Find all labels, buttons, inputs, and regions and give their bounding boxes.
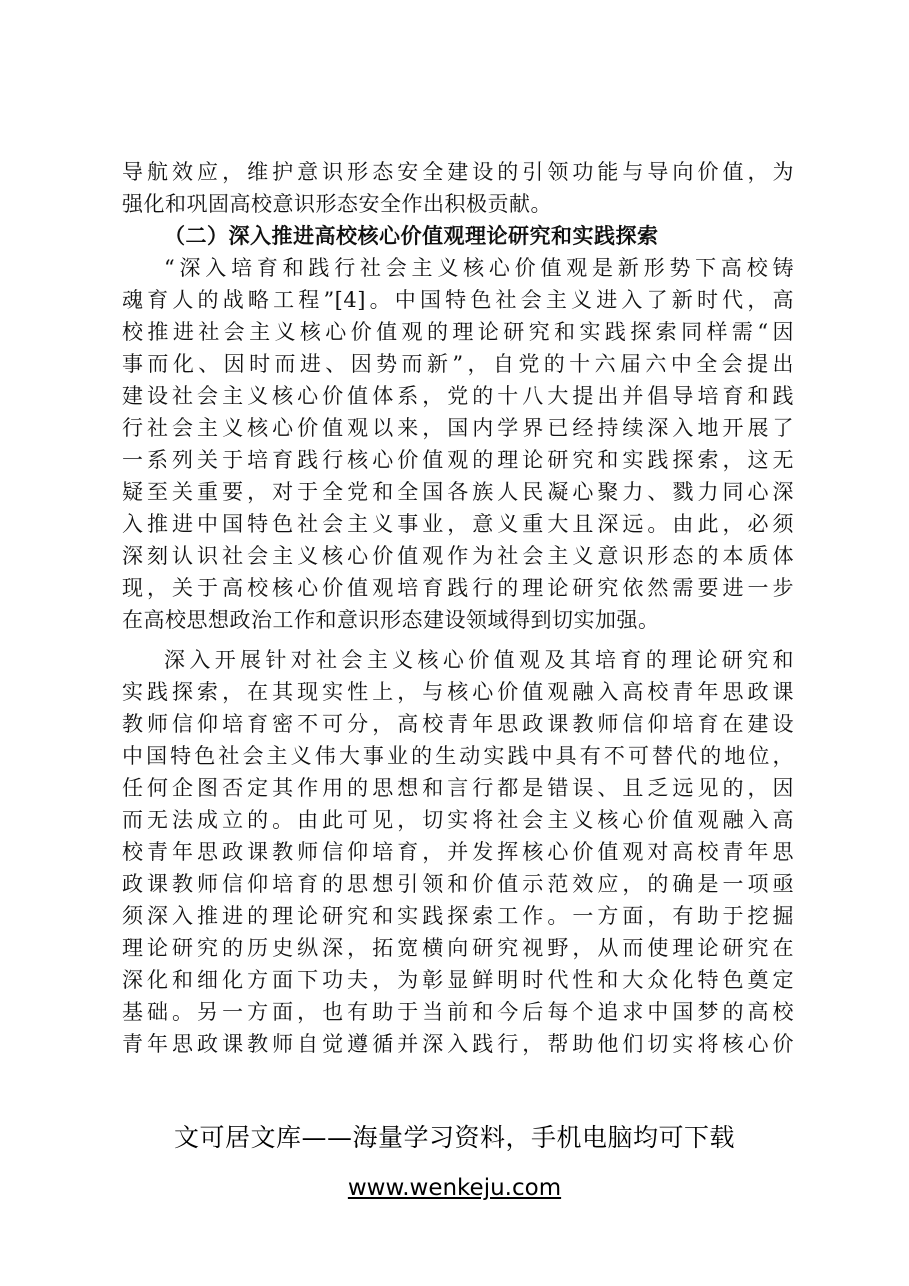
paragraph-line: 魂育人的战略工程”[4]。中国特色社会主义进入了新时代，高 — [122, 288, 794, 312]
paragraph-line: 在高校思想政治工作和意识形态建设领域得到切实加强。 — [122, 608, 660, 632]
document-body — [122, 156, 794, 1060]
paragraph-line: 任何企图否定其作用的思想和言行都是错误、且乏远见的，因 — [122, 776, 794, 800]
paragraph-line: 理论研究的历史纵深，拓宽横向研究视野，从而使理论研究在 — [122, 936, 794, 960]
paragraph-line: 而无法成立的。由此可见，切实将社会主义核心价值观融入高 — [122, 808, 794, 832]
paragraph-line: 深刻认识社会主义核心价值观作为社会主义意识形态的本质体 — [122, 544, 794, 568]
footer-link[interactable]: www.wenkeju.com — [347, 1175, 562, 1201]
paragraph-line: 深化和细化方面下功夫，为彰显鲜明时代性和大众化特色奠定 — [122, 968, 794, 992]
paragraph-line: 一系列关于培育践行核心价值观的理论研究和实践探索，这无 — [122, 448, 794, 472]
paragraph-line: 实践探索，在其现实性上，与核心价值观融入高校青年思政课 — [122, 680, 794, 704]
section-heading: （二）深入推进高校核心价值观理论研究和实践探索 — [164, 223, 659, 248]
paragraph-gap — [122, 636, 794, 644]
paragraph-line: 入推进中国特色社会主义事业，意义重大且深远。由此，必须 — [122, 512, 794, 536]
paragraph-line: 教师信仰培育密不可分，高校青年思政课教师信仰培育在建设 — [122, 712, 794, 736]
paragraph-line: 青年思政课教师自觉遵循并深入践行，帮助他们切实将核心价 — [122, 1032, 794, 1056]
paragraph-line: 深入开展针对社会主义核心价值观及其培育的理论研究和 — [164, 648, 794, 672]
paragraph-line: “深入培育和践行社会主义核心价值观是新形势下高校铸 — [164, 256, 794, 280]
footer-title: 文可居文库——海量学习资料，手机电脑均可下载 — [173, 1123, 735, 1152]
paragraph-line: 建设社会主义核心价值体系，党的十八大提出并倡导培育和践 — [122, 384, 794, 408]
paragraph-line: 导航效应，维护意识形态安全建设的引领功能与导向价值，为 — [122, 160, 794, 184]
paragraph-line: 强化和巩固高校意识形态安全作出积极贡献。 — [122, 192, 552, 216]
paragraph-line: 校青年思政课教师信仰培育，并发挥核心价值观对高校青年思 — [122, 840, 794, 864]
paragraph-line: 现，关于高校核心价值观培育践行的理论研究依然需要进一步 — [122, 576, 794, 600]
paragraph-line: 须深入推进的理论研究和实践探索工作。一方面，有助于挖掘 — [122, 904, 794, 928]
paragraph-line: 校推进社会主义核心价值观的理论研究和实践探索同样需“因 — [122, 320, 794, 344]
paragraph-line: 疑至关重要，对于全党和全国各族人民凝心聚力、戮力同心深 — [122, 480, 794, 504]
paragraph-line: 基础。另一方面，也有助于当前和今后每个追求中国梦的高校 — [122, 1000, 794, 1024]
paragraph-line: 中国特色社会主义伟大事业的生动实践中具有不可替代的地位， — [122, 744, 794, 768]
paragraph-line: 行社会主义核心价值观以来，国内学界已经持续深入地开展了 — [122, 416, 794, 440]
paragraph-line: 事而化、因时而进、因势而新”，自党的十六届六中全会提出 — [122, 352, 794, 376]
paragraph-line: 政课教师信仰培育的思想引领和价值示范效应，的确是一项亟 — [122, 872, 794, 896]
